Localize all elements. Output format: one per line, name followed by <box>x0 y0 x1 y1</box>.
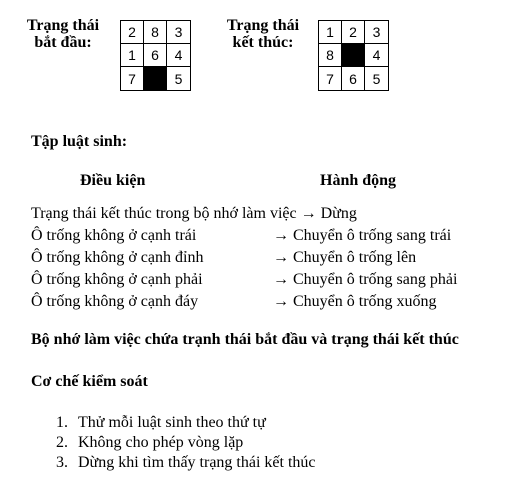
puzzle-cell: 2 <box>342 21 365 44</box>
puzzle-cell: 1 <box>319 21 342 44</box>
puzzle-cell: 3 <box>365 21 388 44</box>
start-state-label-line1: Trạng thái <box>26 17 100 34</box>
blank-tile <box>342 44 365 67</box>
control-item <box>56 413 266 433</box>
control-item <box>56 453 316 473</box>
action-header: Hành động <box>320 172 397 189</box>
control-title: Cơ chế kiểm soát <box>31 373 148 390</box>
rule-action: → Chuyển ô trống lên <box>273 249 417 266</box>
rule-row <box>31 225 491 247</box>
control-item-number: 2. <box>56 434 68 451</box>
rule-action: → Chuyển ô trống sang phải <box>273 271 458 288</box>
stop-rule: Trạng thái kết thúc trong bộ nhớ làm việc → Dừng <box>31 205 357 222</box>
control-item-number: 1. <box>56 414 68 431</box>
rule-row <box>31 247 491 269</box>
puzzle-cell: 7 <box>319 67 342 90</box>
goal-state-grid <box>318 20 389 91</box>
control-item-text: Không cho phép vòng lặp <box>78 434 244 451</box>
blank-tile <box>144 67 167 90</box>
goal-state-label <box>218 17 308 51</box>
working-memory-text: Bộ nhớ làm việc chứa trạnh thái bắt đầu và trạng thái kết thúc <box>31 331 459 348</box>
control-item-text: Thử mỗi luật sinh theo thứ tự <box>78 414 266 431</box>
goal-state-label-line2: kết thúc: <box>232 34 294 51</box>
condition-header: Điều kiện <box>80 172 146 189</box>
rule-row <box>31 291 491 313</box>
puzzle-cell: 1 <box>121 44 144 67</box>
control-item-text: Dừng khi tìm thấy trạng thái kết thúc <box>78 454 316 471</box>
rule-row <box>31 269 491 291</box>
puzzle-cell: 8 <box>319 44 342 67</box>
puzzle-cell: 2 <box>121 21 144 44</box>
puzzle-cell: 6 <box>342 67 365 90</box>
rules-title: Tập luật sinh: <box>31 133 128 150</box>
rule-condition: Ô trống không ở cạnh đáy <box>31 293 199 310</box>
start-state-label <box>18 17 108 51</box>
start-state-grid <box>120 20 191 91</box>
puzzle-cell: 3 <box>167 21 190 44</box>
rule-condition: Ô trống không ở cạnh trái <box>31 227 197 244</box>
control-item-number: 3. <box>56 454 68 471</box>
start-state-label-line2: bắt đầu: <box>34 34 92 51</box>
control-item <box>56 433 243 453</box>
puzzle-cell: 4 <box>167 44 190 67</box>
goal-state-label-line1: Trạng thái <box>226 17 300 34</box>
puzzle-cell: 8 <box>144 21 167 44</box>
puzzle-cell: 5 <box>174 70 183 87</box>
puzzle-cell: 4 <box>365 44 388 67</box>
rule-action: → Chuyển ô trống sang trái <box>273 227 452 244</box>
puzzle-cell: 7 <box>121 67 144 90</box>
rule-action: → Chuyển ô trống xuống <box>273 293 437 310</box>
puzzle-cell: 6 <box>144 44 167 67</box>
rule-condition: Ô trống không ở cạnh phải <box>31 271 203 288</box>
puzzle-cell: 5 <box>372 70 381 87</box>
rule-condition: Ô trống không ở cạnh đỉnh <box>31 249 204 266</box>
